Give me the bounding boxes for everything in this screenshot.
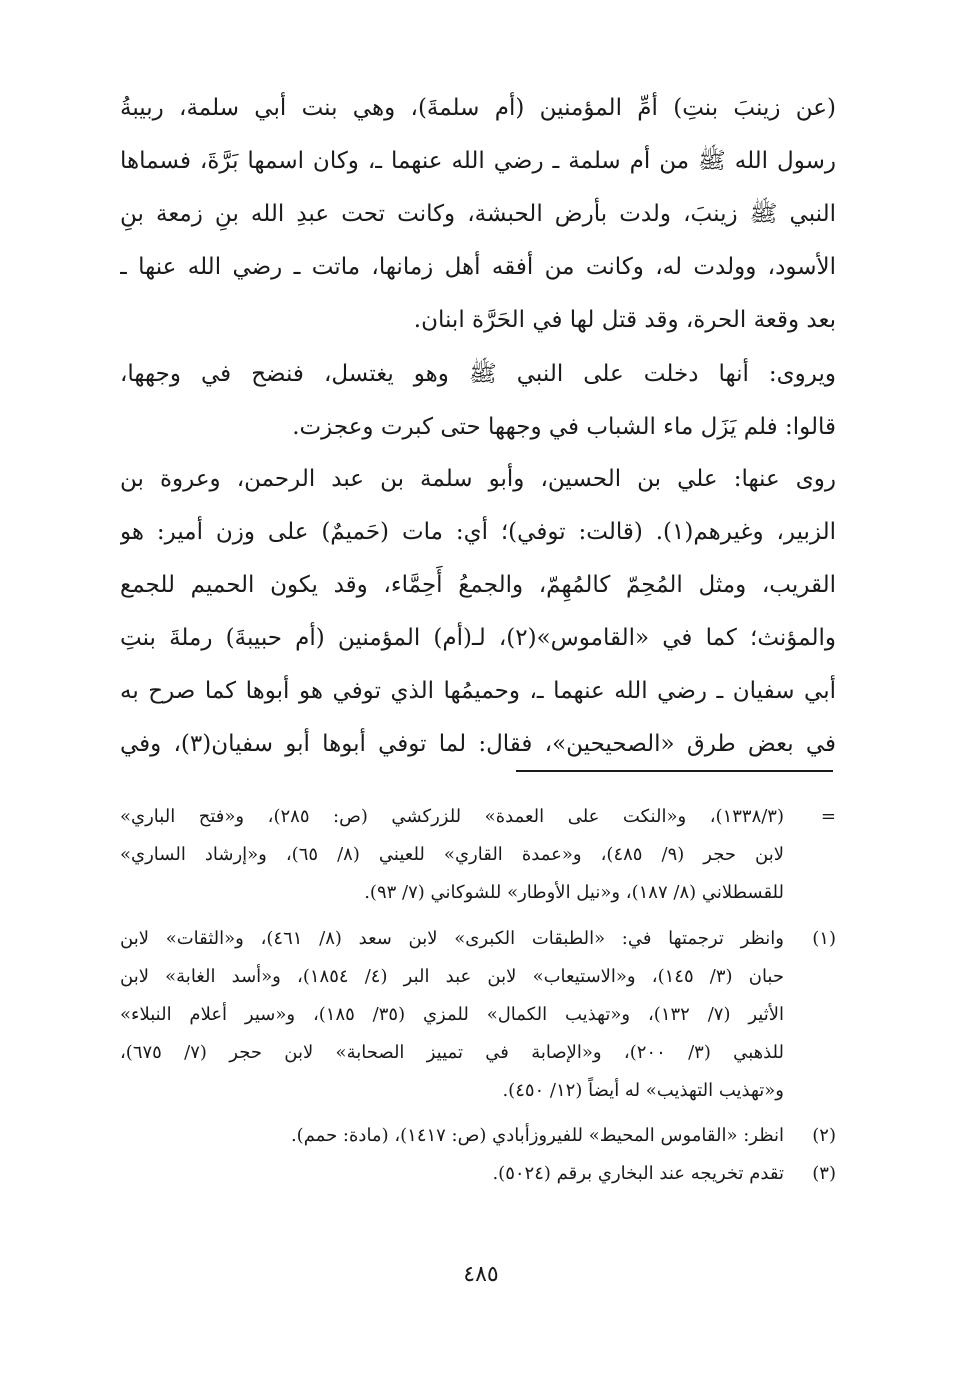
- footnote-line: للقسطلاني (٨/ ١٨٧)، و«نيل الأوطار» للشوكاني (٧/ ٩٣).: [364, 882, 784, 903]
- text-line: والمؤنث؛ كما في «القاموس»(٢)، لـ(أم) المؤمنين (أم حبيبةَ) رملةَ بنتِ: [120, 625, 836, 651]
- paragraph-zaynab-intro: [120, 82, 836, 347]
- text-line: الأسود، وولدت له، وكانت من أفقه أهل زمانها، ماتت ـ رضي الله عنها ـ: [120, 254, 836, 280]
- footnote-line: الأثير (٧/ ١٣٢)، و«تهذيب الكمال» للمزي (٣٥/ ١٨٥)، و«سير أعلام النبلاء»: [120, 1004, 784, 1025]
- footnote-line: و«تهذيب التهذيب» له أيضاً (١٢/ ٤٥٠).: [502, 1080, 784, 1101]
- paragraph-narrators: [120, 453, 836, 771]
- footnote-marker: (١): [812, 928, 836, 949]
- footnote-marker: (٣): [812, 1163, 836, 1184]
- text-line: الزبير، وغيرهم(١). (قالت: توفي)؛ أي: مات (حَميمٌ) على وزن أمير: هو: [120, 519, 836, 545]
- footnote-line: انظر: «القاموس المحيط» للفيروزأبادي (ص: ١٤١٧)، (مادة: حمم).: [290, 1125, 784, 1146]
- footnote-line: لابن حجر (٩/ ٤٨٥)، و«عمدة القاري» للعيني (٨/ ٦٥)، و«إرشاد الساري»: [120, 844, 784, 865]
- text-line: (عن زينبَ بنتِ) أمِّ المؤمنين (أم سلمةَ)، وهي بنت أبي سلمة، ربيبةُ: [120, 95, 836, 121]
- text-line: روى عنها: علي بن الحسين، وأبو سلمة بن عبد الرحمن، وعروة بن: [120, 466, 836, 492]
- text-line: النبي ﷺ زينبَ، ولدت بأرض الحبشة، وكانت تحت عبدِ الله بنِ زمعة بنِ: [120, 201, 836, 227]
- footnote-3: [120, 1155, 836, 1193]
- paragraph-narration: [120, 348, 836, 454]
- footnote-marker: (٢): [812, 1125, 836, 1146]
- footnote-line: تقدم تخريجه عند البخاري برقم (٥٠٢٤).: [492, 1163, 784, 1184]
- text-line: ويروى: أنها دخلت على النبي ﷺ وهو يغتسل، فنضح في وجهها،: [120, 361, 836, 387]
- text-line: في بعض طرق «الصحيحين»، فقال: لما توفي أبوها أبو سفيان(٣)، وفي: [120, 731, 836, 757]
- footnote-2: [120, 1117, 836, 1155]
- footnote-marker: =: [820, 806, 836, 827]
- text-line: رسول الله ﷺ من أم سلمة ـ رضي الله عنهما ـ، وكان اسمها بَرَّةَ، فسماها: [120, 148, 836, 174]
- footnote-line: للذهبي (٣/ ٢٠٠)، و«الإصابة في تمييز الصحابة» لابن حجر (٧/ ٦٧٥)،: [120, 1042, 784, 1063]
- footnote-divider: [516, 770, 833, 772]
- footnote-line: حبان (٣/ ١٤٥)، و«الاستيعاب» لابن عبد البر (٤/ ١٨٥٤)، و«أسد الغابة» لابن: [120, 966, 784, 987]
- footnote-line: (١٣٣٨/٣)، و«النكت على العمدة» للزركشي (ص: ٢٨٥)، و«فتح الباري»: [120, 806, 784, 827]
- footnote-continuation: [120, 798, 836, 912]
- text-line: القريب، ومثل المُحِمّ كالمُهِمّ، والجمعُ أَحِمَّاء، وقد يكون الحميم للجمع: [120, 572, 836, 598]
- page-number: ٤٨٥: [463, 1262, 499, 1287]
- footnote-1: [120, 920, 836, 1110]
- text-line: قالوا: فلم يَزَل ماء الشباب في وجهها حتى كبرت وعجزت.: [292, 414, 836, 440]
- text-line: بعد وقعة الحرة، وقد قتل لها في الحَرَّة ابنان.: [413, 307, 836, 333]
- footnote-line: وانظر ترجمتها في: «الطبقات الكبرى» لابن سعد (٨/ ٤٦١)، و«الثقات» لابن: [120, 928, 784, 949]
- text-line: أبي سفيان ـ رضي الله عنهما ـ، وحميمُها الذي توفي هو أبوها كما صرح به: [120, 678, 836, 704]
